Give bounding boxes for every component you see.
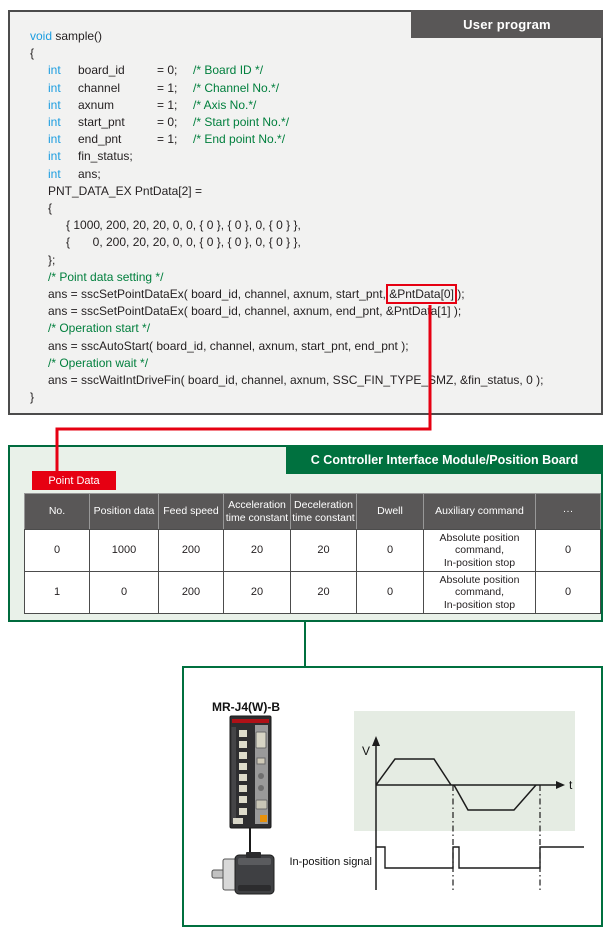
servo-amplifier-illustration [230, 716, 271, 828]
code-brace: { [66, 218, 74, 233]
column-header: No. [25, 494, 90, 530]
code-text: } [30, 390, 35, 405]
code-text: }; [48, 252, 56, 267]
column-header: Acceleration time constant [224, 494, 291, 530]
v-axis-label: V [361, 744, 370, 758]
code-block [10, 28, 601, 406]
point-data-table-body [25, 530, 601, 614]
table-cell: 0 [25, 530, 90, 572]
code-identifier: board_id [78, 63, 125, 78]
code-text: void [30, 29, 56, 43]
code-line [10, 338, 601, 355]
point-data-badge-label: Point Data [48, 474, 100, 487]
code-comment: /* Board ID */ [193, 63, 264, 78]
point-data-badge [32, 471, 116, 490]
code-identifier: ans; [78, 166, 101, 181]
table-cell: 1000 [90, 530, 159, 572]
code-text: { [30, 46, 35, 61]
table-cell: 0 [357, 530, 424, 572]
code-keyword: int [48, 132, 61, 147]
column-header: Deceleration time constant [291, 494, 357, 530]
point-data-table [24, 493, 601, 614]
code-text: /* Point data setting */ [48, 269, 164, 284]
code-text: , 200, 20, 20, 0, 0, { 0 }, { 0 }, 0, { 0 } }, [99, 218, 301, 233]
point-data-table-head [25, 494, 601, 530]
code-identifier: end_pnt [78, 132, 122, 147]
column-header: Position data [90, 494, 159, 530]
table-cell: 200 [159, 530, 224, 572]
table-row [25, 530, 601, 572]
table-cell: 20 [224, 530, 291, 572]
code-comment: /* Channel No.*/ [193, 80, 280, 95]
user-program-box [8, 10, 603, 415]
code-keyword: int [48, 115, 61, 130]
code-number: 1000 [73, 218, 101, 233]
code-text: ); [453, 287, 465, 302]
table-cell: 1 [25, 572, 90, 614]
code-value: = 1; [157, 80, 178, 95]
code-text: /* Operation wait */ [48, 355, 149, 370]
code-line [10, 234, 601, 251]
controller-board-title: C Controller Interface Module/Position Board [310, 452, 579, 467]
code-text: ans = sscAutoStart( board_id, channel, axnum, start_pnt, end_pnt ); [48, 338, 409, 353]
table-cell: 20 [224, 572, 291, 614]
drive-red-stripe [232, 719, 269, 723]
code-text: sample() [55, 29, 103, 43]
column-header: Feed speed [159, 494, 224, 530]
highlighted-pntdata-ref: &PntData[0] [389, 287, 454, 302]
table-cell: 200 [159, 572, 224, 614]
code-line [10, 320, 601, 337]
code-brace: { [66, 235, 74, 250]
controller-board-panel [8, 445, 603, 622]
code-line [10, 200, 601, 217]
table-cell: 0 [536, 572, 601, 614]
table-cell: 0 [536, 530, 601, 572]
table-cell: Absolute position command, In-position stop [424, 530, 536, 572]
table-row [25, 572, 601, 614]
code-keyword: int [48, 80, 61, 95]
t-axis-label: t [569, 778, 573, 792]
controller-board-header [286, 445, 603, 474]
code-comment: /* Start point No.*/ [193, 115, 290, 130]
code-line [10, 97, 601, 114]
code-line [10, 183, 601, 200]
code-line [10, 131, 601, 148]
drive-orange-indicator [260, 815, 267, 822]
code-keyword: int [48, 63, 61, 78]
code-line [10, 355, 601, 372]
code-line [10, 372, 601, 389]
code-line [10, 80, 601, 97]
code-keyword: int [48, 166, 61, 181]
table-cell: Absolute position command, In-position stop [424, 572, 536, 614]
table-cell: 0 [357, 572, 424, 614]
code-value: = 1; [157, 97, 178, 112]
code-line [10, 114, 601, 131]
code-line [10, 303, 601, 320]
code-value: = 0; [157, 115, 178, 130]
in-position-signal-label: In-position signal [289, 856, 372, 868]
code-text: ans = sscWaitIntDriveFin( board_id, channel, axnum, SSC_FIN_TYPE_SMZ, &fin_status, 0 ); [48, 373, 544, 388]
code-text: ans = sscSetPointDataEx( board_id, channel, axnum, end_pnt, &PntData[1] ); [48, 304, 462, 319]
code-value: = 1; [157, 132, 178, 147]
code-comment: /* Axis No.*/ [193, 97, 257, 112]
code-number: 0 [92, 235, 100, 250]
user-program-title: User program [463, 16, 551, 32]
code-line [10, 389, 601, 406]
table-cell: 20 [291, 530, 357, 572]
servo-motor-illustration [212, 852, 274, 894]
in-position-signal-waveform [376, 847, 584, 868]
code-line [10, 166, 601, 183]
code-line [10, 252, 601, 269]
code-line [10, 269, 601, 286]
code-comment: /* End point No.*/ [193, 132, 286, 147]
code-text: ans = sscSetPointDataEx( board_id, channel, axnum, start_pnt, [48, 287, 390, 302]
code-text: { [48, 201, 53, 216]
code-text: /* Operation start */ [48, 321, 151, 336]
code-keyword: int [48, 97, 61, 112]
code-keyword: int [48, 149, 61, 164]
servo-amplifier-label: MR-J4(W)-B [212, 700, 280, 714]
code-line [10, 62, 601, 79]
code-identifier: fin_status; [78, 149, 133, 164]
code-text: , 200, 20, 20, 0, 0, { 0 }, { 0 }, 0, { 0 } }, [99, 235, 301, 250]
code-line [10, 45, 601, 62]
code-text: PNT_DATA_EX PntData[2] = [48, 183, 202, 198]
column-header: Auxiliary command [424, 494, 536, 530]
column-header: Dwell [357, 494, 424, 530]
code-line [10, 286, 601, 303]
code-value: = 0; [157, 63, 178, 78]
code-line [10, 217, 601, 234]
column-header: ··· [536, 494, 601, 530]
code-line [10, 28, 601, 45]
table-cell: 0 [90, 572, 159, 614]
servo-system-box [182, 666, 603, 927]
header-row [25, 494, 601, 530]
code-identifier: axnum [78, 97, 115, 112]
table-cell: 20 [291, 572, 357, 614]
code-identifier: start_pnt [78, 115, 125, 130]
code-line [10, 148, 601, 165]
code-identifier: channel [78, 80, 121, 95]
